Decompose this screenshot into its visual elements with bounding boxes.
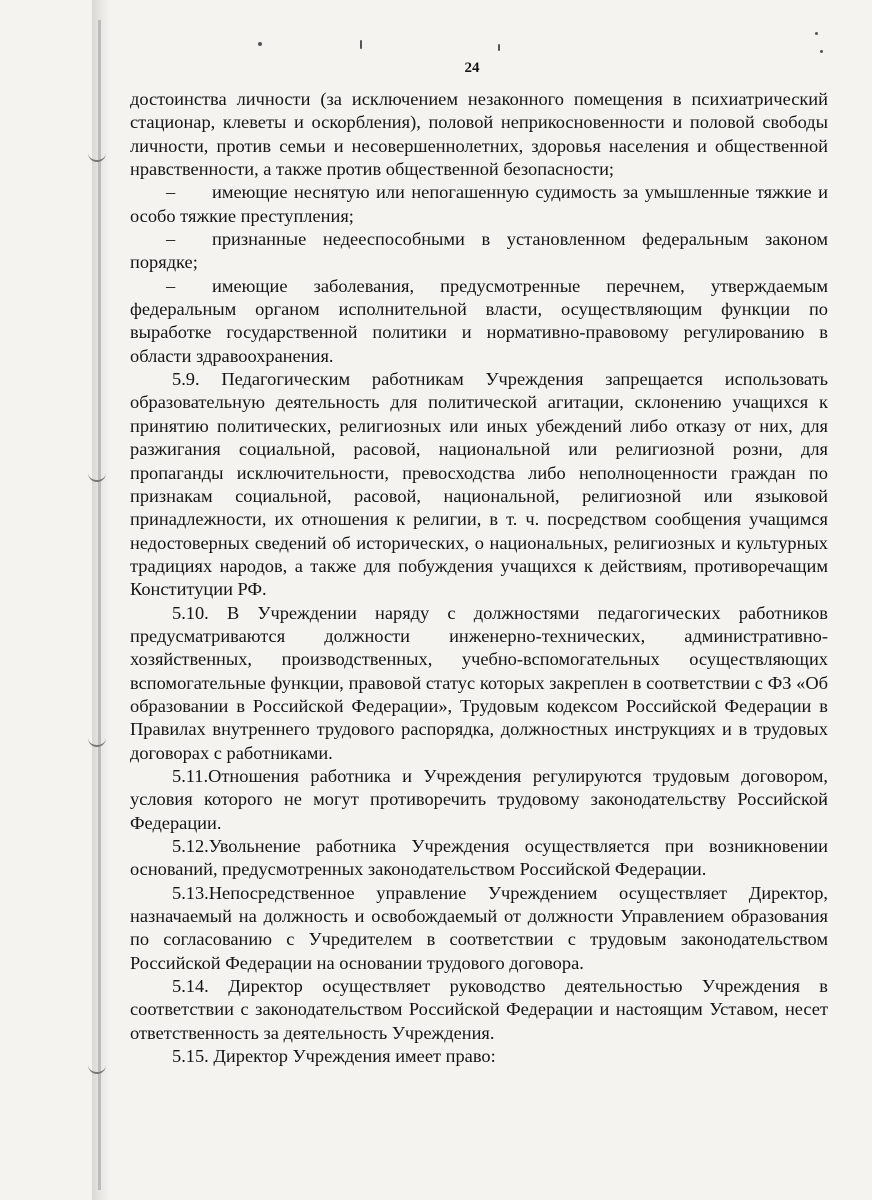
clause-5-12: 5.12.Увольнение работника Учреждения осуществляется при возникновении оснований, предусмотренных законодательством Российской Федерации. <box>130 836 828 880</box>
scan-binding-shadow <box>92 0 110 1200</box>
scan-speck <box>815 32 818 35</box>
list-item: – имеющие неснятую или непогашенную судимость за умышленные тяжкие и особо тяжкие преступления; <box>130 182 828 226</box>
list-item: – признанные недееспособными в установленном федеральным законом порядке; <box>130 229 828 273</box>
scan-speck <box>360 40 362 49</box>
clause-5-13: 5.13.Непосредственное управление Учреждением осуществляет Директор, назначаемый на должность и освобождаемый от должности Управлением образования по согласованию с Учредителем в соответствии с трудовым законодательством Российской Федерации на основании трудового договора. <box>130 882 828 973</box>
document-body <box>130 88 828 1068</box>
scan-speck <box>820 50 823 53</box>
paragraph-continuation: достоинства личности (за исключением незаконного помещения в психиатрический стационар, клеветы и оскорбления), половой неприкосновенности и половой свободы личности, против семьи и несовершеннолетних, здоровья населения и общественной нравственности, а также против общественной безопасности; <box>130 89 828 180</box>
scan-speck <box>258 42 262 46</box>
clause-5-11: 5.11.Отношения работника и Учреждения регулируются трудовым договором, условия которого не могут противоречить трудовому законодательству Российской Федерации. <box>130 765 828 833</box>
list-item: – имеющие заболевания, предусмотренные перечнем, утверждаемым федеральным органом исполнительной власти, осуществляющим функции по выработке государственной политики и нормативно-правовому регулированию в области здравоохранения. <box>130 275 828 366</box>
scan-binding-line <box>98 20 101 1190</box>
clause-5-10: 5.10. В Учреждении наряду с должностями педагогических работников предусматриваются должности инженерно-технических, административно-хозяйственных, производственных, учебно-вспомогательных осуществляющих вспомогательные функции, правовой статус которых закреплен в соответствии с ФЗ «Об образовании в Российской Федерации», Трудовым кодексом Российской Федерации в Правилах внутреннего трудового распорядка, должностных инструкциях и в трудовых договорах с работниками. <box>130 602 828 763</box>
clause-5-9: 5.9. Педагогическим работникам Учреждения запрещается использовать образовательную деятельность для политической агитации, склонению учащихся к принятию политических, религиозных или иных убеждений либо отказу от них, для разжигания социальной, расовой, национальной или религиозной розни, для пропаганды исключительности, превосходства либо неполноценности граждан по признакам социальной, расовой, национальной, религиозной или языковой принадлежности, их отношения к религии, в т. ч. посредством сообщения учащимся недостоверных сведений об исторических, о национальных, религиозных и культурных традициях народов, а также для побуждения учащихся к действиям, противоречащим Конституции РФ. <box>130 369 828 600</box>
scan-speck <box>498 44 500 51</box>
page-number: 24 <box>464 60 480 76</box>
clause-5-15: 5.15. Директор Учреждения имеет право: <box>172 1046 496 1067</box>
clause-5-14: 5.14. Директор осуществляет руководство деятельностью Учреждения в соответствии с законодательством Российской Федерации и настоящим Уставом, несет ответственность за деятельность Учреждения. <box>130 976 828 1043</box>
